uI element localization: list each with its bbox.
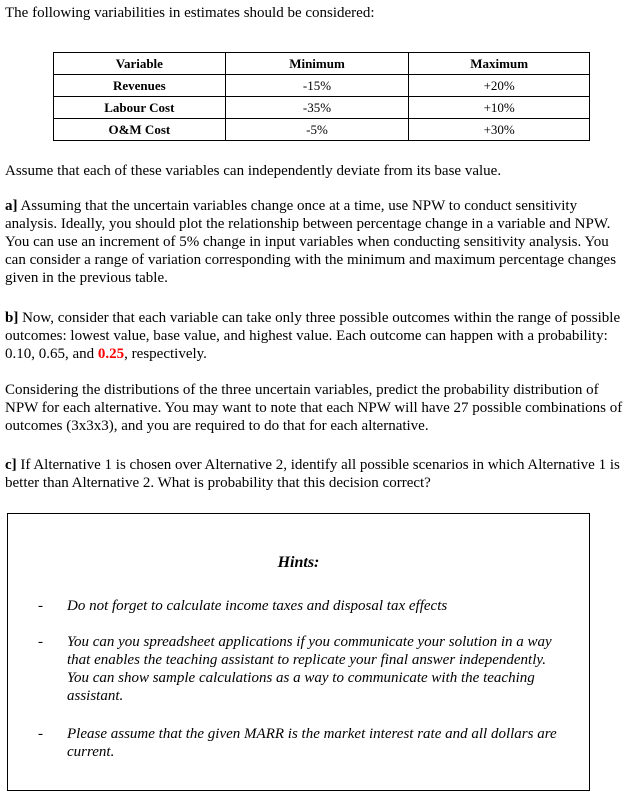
cell-minimum: -5% xyxy=(225,119,409,141)
bullet-dash: - xyxy=(38,726,43,742)
cell-variable: Labour Cost xyxy=(54,97,226,119)
bullet-dash: - xyxy=(38,634,43,650)
cell-maximum: +30% xyxy=(409,119,590,141)
part-b-text: Now, consider that each variable can take only three possible outcomes within the range of possible outcomes: lowest value, base value, and highest value. Each outcome can happen with a probability: 0.10, 0.65, and xyxy=(5,310,621,362)
part-b-text-end: , respectively. xyxy=(124,346,207,362)
hint-item xyxy=(38,725,558,761)
variability-table xyxy=(53,52,590,141)
part-c-text: If Alternative 1 is chosen over Alternative 2, identify all possible scenarios in which Alternative 1 is better than Alternative 2. What is probability that this decision correct? xyxy=(5,457,620,491)
hint-item xyxy=(38,633,558,705)
part-a-text: Assuming that the uncertain variables change once at a time, use NPW to conduct sensitivity analysis. Ideally, you should plot the relationship between percentage change in a variable and NPW. You can use an increment of 5% change in input variables when conducting sensitivity analysis. You can consider a range of variation corresponding with the minimum and maximum percentage changes given in the previous table. xyxy=(5,198,617,286)
cell-variable: O&M Cost xyxy=(54,119,226,141)
cell-maximum: +10% xyxy=(409,97,590,119)
cell-maximum: +20% xyxy=(409,75,590,97)
considering-paragraph: Considering the distributions of the three uncertain variables, predict the probability distribution of NPW for each alternative. You may want to note that each NPW will have 27 possible combinations of outcomes (3x3x3), and you are required to do that for each alternative. xyxy=(5,382,623,434)
header-maximum: Maximum xyxy=(409,53,590,75)
part-c-label: c] xyxy=(5,457,17,473)
table-row xyxy=(54,75,590,97)
header-minimum: Minimum xyxy=(225,53,409,75)
hint-item xyxy=(38,597,558,615)
hint-text: You can you spreadsheet applications if you communicate your solution in a way that enables the teaching assistant to replicate your final answer independently. You can show sample calculations as a way to communicate with the teaching assistant. xyxy=(67,634,552,704)
cell-minimum: -35% xyxy=(225,97,409,119)
hints-title: Hints: xyxy=(277,554,320,571)
part-b-paragraph xyxy=(5,309,629,363)
cell-minimum: -15% xyxy=(225,75,409,97)
part-b-label: b] xyxy=(5,310,19,326)
table-row xyxy=(54,97,590,119)
cell-variable: Revenues xyxy=(54,75,226,97)
table-header-row xyxy=(54,53,590,75)
part-c-paragraph xyxy=(5,456,629,492)
hints-box xyxy=(7,513,590,791)
part-a-label: a] xyxy=(5,198,18,214)
probability-highlight: 0.25 xyxy=(97,346,125,362)
assume-paragraph: Assume that each of these variables can independently deviate from its base value. xyxy=(5,163,502,179)
hint-text: Do not forget to calculate income taxes and disposal tax effects xyxy=(67,598,448,614)
intro-text: The following variabilities in estimates should be considered: xyxy=(5,5,375,21)
bullet-dash: - xyxy=(38,598,43,614)
table-row xyxy=(54,119,590,141)
header-variable: Variable xyxy=(54,53,226,75)
hint-text: Please assume that the given MARR is the market interest rate and all dollars are current. xyxy=(67,726,557,760)
part-a-paragraph xyxy=(5,197,629,287)
